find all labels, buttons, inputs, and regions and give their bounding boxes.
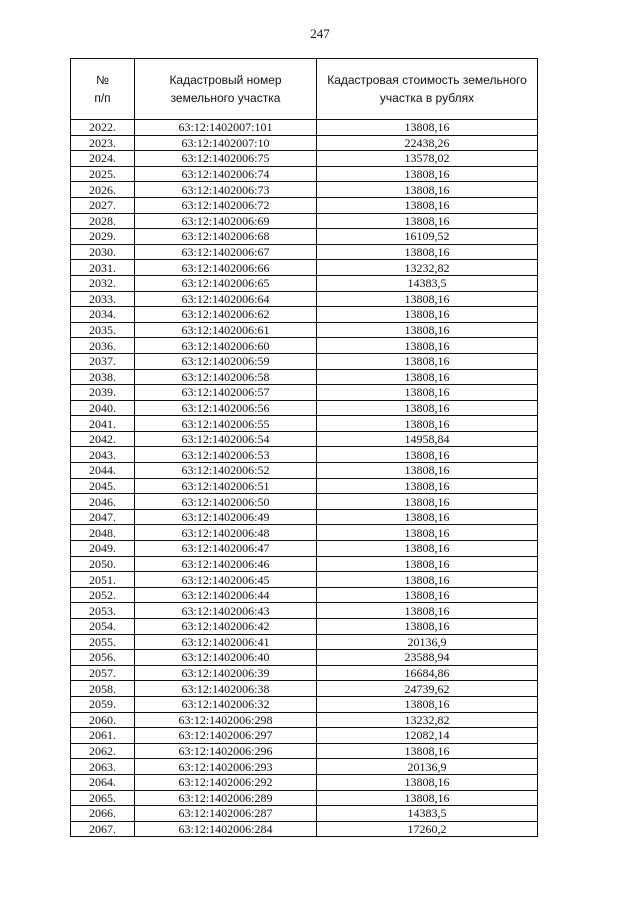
cadastral-number-cell: 63:12:1402006:55 (135, 416, 317, 432)
table-row (71, 197, 538, 213)
table-row (71, 681, 538, 697)
table-row (71, 166, 538, 182)
cadastral-value-cell: 14383,5 (317, 275, 538, 291)
cadastral-value-cell: 16109,52 (317, 229, 538, 245)
cadastral-number-cell: 63:12:1402006:48 (135, 525, 317, 541)
row-number-cell: 2042. (71, 431, 135, 447)
cadastral-value-cell: 13808,16 (317, 120, 538, 136)
cadastral-value-cell: 14383,5 (317, 806, 538, 822)
cadastral-value-cell: 13808,16 (317, 166, 538, 182)
cadastral-value-cell: 13808,16 (317, 619, 538, 635)
table-row (71, 275, 538, 291)
row-number-cell: 2033. (71, 291, 135, 307)
row-number-cell: 2026. (71, 182, 135, 198)
cadastral-value-cell: 13808,16 (317, 572, 538, 588)
cadastral-number-cell: 63:12:1402006:293 (135, 759, 317, 775)
header-cadastral-line1: Кадастровый номер (169, 73, 282, 87)
cadastral-value-cell: 13808,16 (317, 463, 538, 479)
cadastral-value-cell: 13808,16 (317, 400, 538, 416)
cadastral-number-cell: 63:12:1402006:44 (135, 587, 317, 603)
row-number-cell: 2060. (71, 712, 135, 728)
table-row (71, 307, 538, 323)
cadastral-value-cell: 13808,16 (317, 416, 538, 432)
row-number-cell: 2061. (71, 728, 135, 744)
cadastral-number-cell: 63:12:1402006:64 (135, 291, 317, 307)
cadastral-number-cell: 63:12:1402006:59 (135, 353, 317, 369)
table-row (71, 353, 538, 369)
cadastral-number-cell: 63:12:1402006:46 (135, 556, 317, 572)
cadastral-number-cell: 63:12:1402006:67 (135, 244, 317, 260)
row-number-cell: 2067. (71, 821, 135, 837)
cadastral-number-cell: 63:12:1402006:58 (135, 369, 317, 385)
table-row (71, 260, 538, 276)
table-row (71, 556, 538, 572)
cadastral-number-cell: 63:12:1402006:297 (135, 728, 317, 744)
cadastral-value-cell: 22438,26 (317, 135, 538, 151)
cadastral-number-cell: 63:12:1402006:74 (135, 166, 317, 182)
cadastral-value-cell: 24739,62 (317, 681, 538, 697)
row-number-cell: 2025. (71, 166, 135, 182)
table-row (71, 790, 538, 806)
table-row (71, 665, 538, 681)
cadastral-number-cell: 63:12:1402006:38 (135, 681, 317, 697)
cadastral-number-cell: 63:12:1402006:42 (135, 619, 317, 635)
table-body (71, 120, 538, 837)
cadastral-value-cell: 13808,16 (317, 541, 538, 557)
row-number-cell: 2063. (71, 759, 135, 775)
cadastral-value-cell: 13808,16 (317, 525, 538, 541)
table-row (71, 213, 538, 229)
cadastral-value-cell: 13808,16 (317, 494, 538, 510)
cadastral-value-cell: 13808,16 (317, 556, 538, 572)
row-number-cell: 2050. (71, 556, 135, 572)
header-value-line1: Кадастровая стоимость земельного (327, 73, 527, 87)
row-number-cell: 2066. (71, 806, 135, 822)
cadastral-value-cell: 13808,16 (317, 197, 538, 213)
table-row (71, 759, 538, 775)
cadastral-value-cell: 13808,16 (317, 587, 538, 603)
table-row (71, 821, 538, 837)
row-number-cell: 2058. (71, 681, 135, 697)
row-number-cell: 2059. (71, 696, 135, 712)
row-number-cell: 2052. (71, 587, 135, 603)
row-number-cell: 2024. (71, 151, 135, 167)
cadastral-number-cell: 63:12:1402006:51 (135, 478, 317, 494)
cadastral-number-cell: 63:12:1402006:62 (135, 307, 317, 323)
row-number-cell: 2044. (71, 463, 135, 479)
table-row (71, 463, 538, 479)
table-row (71, 587, 538, 603)
row-number-cell: 2032. (71, 275, 135, 291)
cadastral-number-cell: 63:12:1402006:292 (135, 774, 317, 790)
cadastral-number-cell: 63:12:1402006:49 (135, 509, 317, 525)
row-number-cell: 2048. (71, 525, 135, 541)
table-row (71, 135, 538, 151)
cadastral-number-cell: 63:12:1402006:39 (135, 665, 317, 681)
cadastral-value-cell: 13808,16 (317, 338, 538, 354)
cadastral-value-cell: 23588,94 (317, 650, 538, 666)
row-number-cell: 2056. (71, 650, 135, 666)
header-cadastral-line2: земельного участка (170, 91, 281, 105)
row-number-cell: 2028. (71, 213, 135, 229)
header-row-number (71, 59, 135, 120)
cadastral-number-cell: 63:12:1402006:47 (135, 541, 317, 557)
row-number-cell: 2037. (71, 353, 135, 369)
cadastral-value-cell: 13232,82 (317, 712, 538, 728)
table-row (71, 182, 538, 198)
table-header-row (71, 59, 538, 120)
cadastral-number-cell: 63:12:1402006:69 (135, 213, 317, 229)
header-number-label: п/п (94, 91, 111, 105)
cadastral-number-cell: 63:12:1402006:53 (135, 447, 317, 463)
cadastral-value-cell: 13808,16 (317, 213, 538, 229)
cadastral-number-cell: 63:12:1402006:61 (135, 322, 317, 338)
row-number-cell: 2038. (71, 369, 135, 385)
table-row (71, 728, 538, 744)
table-row (71, 619, 538, 635)
cadastral-number-cell: 63:12:1402007:10 (135, 135, 317, 151)
cadastral-value-cell: 13808,16 (317, 307, 538, 323)
cadastral-value-cell: 14958,84 (317, 431, 538, 447)
cadastral-value-cell: 13808,16 (317, 603, 538, 619)
table-row (71, 712, 538, 728)
table-row (71, 603, 538, 619)
page-number: 247 (310, 26, 330, 41)
cadastral-value-cell: 13808,16 (317, 244, 538, 260)
table-row (71, 696, 538, 712)
row-number-cell: 2053. (71, 603, 135, 619)
cadastral-value-cell: 13578,02 (317, 151, 538, 167)
header-cadastral-number (135, 59, 317, 120)
cadastral-number-cell: 63:12:1402006:60 (135, 338, 317, 354)
cadastral-value-cell: 20136,9 (317, 759, 538, 775)
cadastral-value-cell: 12082,14 (317, 728, 538, 744)
cadastral-number-cell: 63:12:1402006:289 (135, 790, 317, 806)
row-number-cell: 2029. (71, 229, 135, 245)
table-row (71, 743, 538, 759)
cadastral-value-cell: 13808,16 (317, 509, 538, 525)
table-row (71, 806, 538, 822)
cadastral-number-cell: 63:12:1402006:68 (135, 229, 317, 245)
cadastral-value-cell: 13808,16 (317, 447, 538, 463)
table-row (71, 494, 538, 510)
cadastral-value-cell: 13808,16 (317, 369, 538, 385)
table-row (71, 541, 538, 557)
table-row (71, 400, 538, 416)
row-number-cell: 2040. (71, 400, 135, 416)
row-number-cell: 2047. (71, 509, 135, 525)
table-row (71, 322, 538, 338)
header-cadastral-value (317, 59, 538, 120)
cadastral-value-cell: 13808,16 (317, 322, 538, 338)
cadastral-number-cell: 63:12:1402006:52 (135, 463, 317, 479)
cadastral-value-cell: 16684,86 (317, 665, 538, 681)
cadastral-number-cell: 63:12:1402006:296 (135, 743, 317, 759)
table-row (71, 634, 538, 650)
header-value-line2: участка в рублях (379, 91, 475, 105)
cadastral-number-cell: 63:12:1402006:43 (135, 603, 317, 619)
table-row (71, 650, 538, 666)
table-row (71, 447, 538, 463)
cadastral-number-cell: 63:12:1402006:298 (135, 712, 317, 728)
row-number-cell: 2045. (71, 478, 135, 494)
cadastral-value-cell: 13808,16 (317, 790, 538, 806)
cadastral-value-table (70, 58, 538, 837)
row-number-cell: 2062. (71, 743, 135, 759)
row-number-cell: 2031. (71, 260, 135, 276)
cadastral-number-cell: 63:12:1402006:40 (135, 650, 317, 666)
cadastral-number-cell: 63:12:1402006:73 (135, 182, 317, 198)
table-row (71, 509, 538, 525)
cadastral-number-cell: 63:12:1402006:57 (135, 385, 317, 401)
row-number-cell: 2034. (71, 307, 135, 323)
cadastral-number-cell: 63:12:1402006:50 (135, 494, 317, 510)
row-number-cell: 2027. (71, 197, 135, 213)
table-row (71, 385, 538, 401)
table-row (71, 369, 538, 385)
table-row (71, 151, 538, 167)
cadastral-number-cell: 63:12:1402006:72 (135, 197, 317, 213)
cadastral-number-cell: 63:12:1402006:287 (135, 806, 317, 822)
cadastral-number-cell: 63:12:1402006:66 (135, 260, 317, 276)
row-number-cell: 2035. (71, 322, 135, 338)
table-row (71, 120, 538, 136)
cadastral-value-cell: 13808,16 (317, 353, 538, 369)
cadastral-number-cell: 63:12:1402006:56 (135, 400, 317, 416)
row-number-cell: 2065. (71, 790, 135, 806)
row-number-cell: 2030. (71, 244, 135, 260)
table-row (71, 478, 538, 494)
cadastral-number-cell: 63:12:1402006:75 (135, 151, 317, 167)
cadastral-number-cell: 63:12:1402006:65 (135, 275, 317, 291)
header-number-symbol: № (96, 73, 109, 87)
row-number-cell: 2039. (71, 385, 135, 401)
row-number-cell: 2064. (71, 774, 135, 790)
row-number-cell: 2054. (71, 619, 135, 635)
row-number-cell: 2036. (71, 338, 135, 354)
row-number-cell: 2057. (71, 665, 135, 681)
row-number-cell: 2051. (71, 572, 135, 588)
row-number-cell: 2046. (71, 494, 135, 510)
cadastral-value-cell: 13808,16 (317, 385, 538, 401)
row-number-cell: 2041. (71, 416, 135, 432)
table-row (71, 431, 538, 447)
cadastral-number-cell: 63:12:1402006:41 (135, 634, 317, 650)
cadastral-value-cell: 20136,9 (317, 634, 538, 650)
cadastral-value-cell: 13808,16 (317, 182, 538, 198)
cadastral-number-cell: 63:12:1402006:45 (135, 572, 317, 588)
cadastral-value-cell: 13808,16 (317, 696, 538, 712)
row-number-cell: 2023. (71, 135, 135, 151)
row-number-cell: 2022. (71, 120, 135, 136)
table-row (71, 291, 538, 307)
cadastral-number-cell: 63:12:1402007:101 (135, 120, 317, 136)
cadastral-number-cell: 63:12:1402006:54 (135, 431, 317, 447)
cadastral-number-cell: 63:12:1402006:284 (135, 821, 317, 837)
cadastral-value-cell: 17260,2 (317, 821, 538, 837)
table-row (71, 229, 538, 245)
cadastral-value-cell: 13808,16 (317, 478, 538, 494)
table-row (71, 338, 538, 354)
row-number-cell: 2055. (71, 634, 135, 650)
row-number-cell: 2043. (71, 447, 135, 463)
cadastral-number-cell: 63:12:1402006:32 (135, 696, 317, 712)
row-number-cell: 2049. (71, 541, 135, 557)
table-row (71, 525, 538, 541)
table-row (71, 572, 538, 588)
table-row (71, 244, 538, 260)
cadastral-value-cell: 13232,82 (317, 260, 538, 276)
cadastral-value-cell: 13808,16 (317, 743, 538, 759)
table-row (71, 774, 538, 790)
cadastral-value-cell: 13808,16 (317, 774, 538, 790)
table-row (71, 416, 538, 432)
cadastral-value-cell: 13808,16 (317, 291, 538, 307)
